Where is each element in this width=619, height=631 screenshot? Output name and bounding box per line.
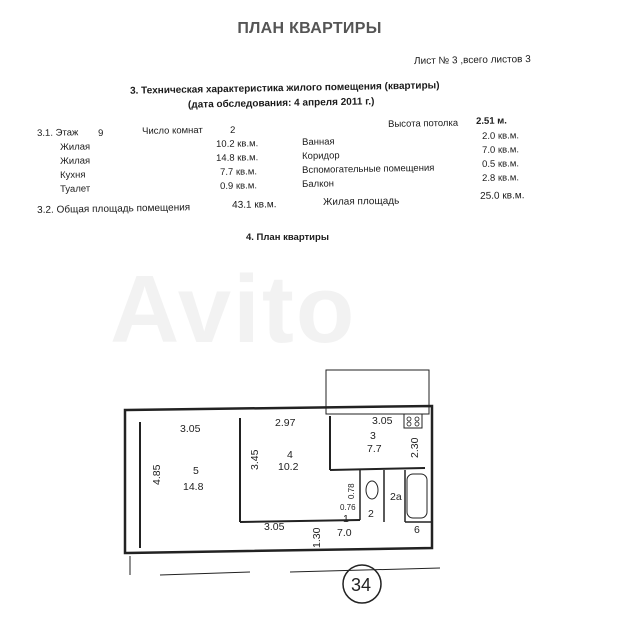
right-row-value: 7.0 кв.м. [482,144,520,156]
room1-area: 7.0 [337,527,352,539]
room5-number: 5 [193,465,199,477]
right-row-value: 2.0 кв.м. [482,130,520,142]
room1-number: 1 [343,513,349,525]
room5-area: 14.8 [183,481,204,493]
entrance-line [290,568,440,572]
room4-area: 10.2 [278,461,299,473]
left-row-label: Туалет [60,183,91,195]
stove-icon [404,414,422,428]
inspection-date: (дата обследования: 4 апреля 2011 г.) [187,96,375,111]
page-title: ПЛАН КВАРТИРЫ [237,20,382,37]
left-row-value: 7.7 кв.м. [220,166,258,178]
floor-value: 9 [98,127,104,139]
dim-076: 0.76 [340,503,356,512]
floor-label: 3.1. Этаж [37,127,79,139]
right-row-label: Ванная [302,136,335,148]
bathtub-icon [407,474,427,518]
room4-number: 4 [287,449,293,461]
stove-burner-icon [407,422,411,426]
wall [330,468,425,470]
right-row-value: 0.5 кв.м. [482,158,520,170]
sheet-number: Лист № 3 ,всего листов 3 [414,53,532,68]
rooms-label: Число комнат [142,124,203,137]
room3-number: 3 [370,430,376,442]
room5-width: 3.05 [180,423,201,435]
left-row-value: 10.2 кв.м. [216,138,259,150]
left-row-value: 0.9 кв.м. [220,180,258,192]
right-row-label: Балкон [302,178,335,190]
rooms-value: 2 [230,124,236,136]
left-row-label: Жилая [60,141,91,153]
ceiling-label: Высота потолка [388,117,459,130]
left-row-label: Кухня [60,169,86,181]
room2a-number: 2a [390,491,402,503]
room6-number: 6 [414,524,420,536]
stamp-number: 34 [351,575,372,595]
room2-number: 2 [368,508,374,520]
room3-height: 2.30 [409,437,421,458]
watermark: Avito [110,256,357,363]
room5-height: 4.85 [151,464,163,485]
left-row-label: Жилая [60,155,91,167]
ceiling-value: 2.51 м. [476,115,507,127]
wall [240,520,360,522]
toilet-icon [366,481,378,499]
section3-heading: 3. Техническая характеристика жилого помещения (квартиры) [129,80,440,97]
room1-height: 1.30 [311,527,323,548]
plan-heading: 4. План квартиры [246,232,329,243]
stove-burner-icon [415,422,419,426]
right-row-label: Коридор [302,150,340,162]
room3-width: 3.05 [372,415,393,427]
dim-078: 0.78 [347,483,356,499]
stove-burner-icon [407,417,411,421]
right-row-label: Вспомогательные помещения [302,162,435,176]
right-row-value: 2.8 кв.м. [482,172,520,184]
stove-burner-icon [415,417,419,421]
living-area-label: Жилая площадь [323,195,400,208]
room4-height: 3.45 [249,449,261,470]
room1-width: 3.05 [264,521,285,533]
total-area-value: 43.1 кв.м. [232,199,277,211]
total-area-label: 3.2. Общая площадь помещения [37,202,191,216]
living-area-value: 25.0 кв.м. [480,190,525,202]
room3-area: 7.7 [367,443,382,455]
left-row-value: 14.8 кв.м. [216,152,259,164]
entrance-line [160,572,250,575]
room4-width: 2.97 [275,417,296,429]
